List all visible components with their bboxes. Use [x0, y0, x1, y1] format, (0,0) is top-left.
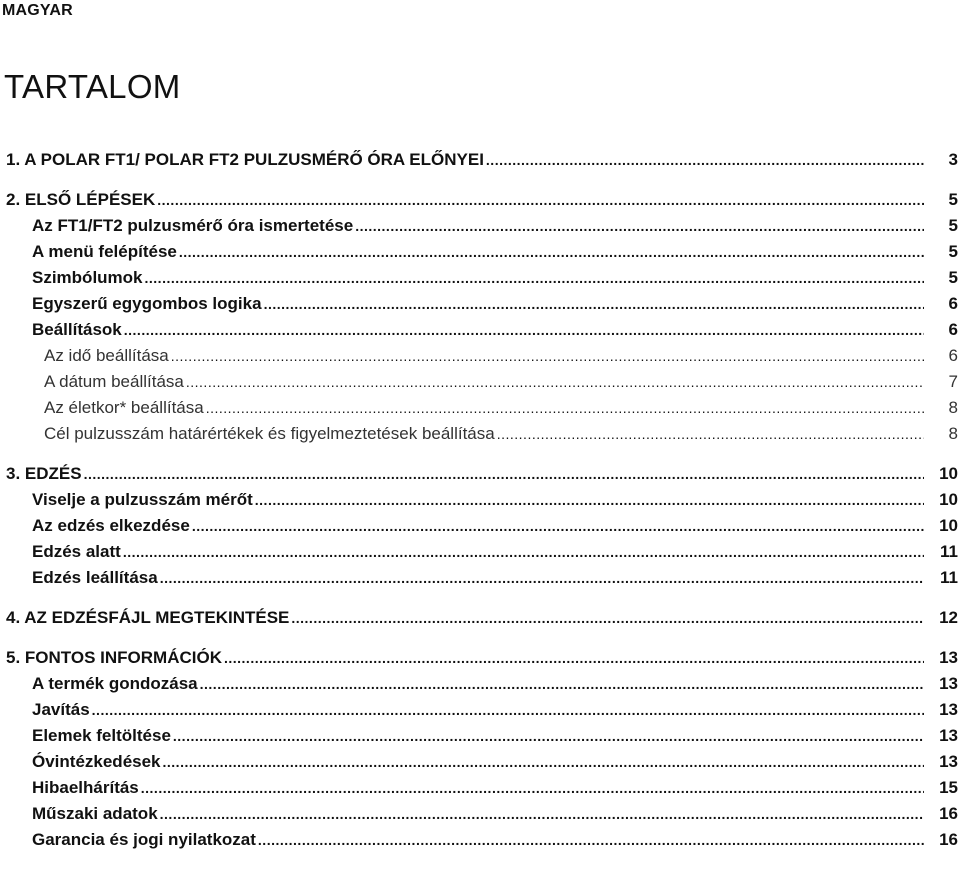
toc-leader-dots — [124, 322, 924, 338]
toc-leader-dots — [355, 218, 924, 234]
toc-leader-dots — [92, 702, 924, 718]
toc-entry-label: 4. AZ EDZÉSFÁJL MEGTEKINTÉSE — [6, 608, 290, 627]
toc-page-number: 3 — [948, 150, 958, 169]
toc-entry[interactable] — [0, 700, 960, 726]
toc-leader-dots — [160, 806, 924, 822]
toc-leader-dots — [186, 374, 924, 390]
toc-entry[interactable] — [0, 778, 960, 804]
toc-leader-dots — [179, 244, 924, 260]
toc-entry[interactable] — [0, 346, 960, 372]
table-of-contents — [0, 150, 960, 870]
toc-page-number: 10 — [939, 490, 958, 509]
toc-section — [0, 150, 960, 176]
toc-entry-label: Javítás — [32, 700, 90, 719]
toc-entry-label: Egyszerű egygombos logika — [32, 294, 262, 313]
toc-entry-label: Műszaki adatok — [32, 804, 158, 823]
toc-leader-dots — [173, 728, 924, 744]
toc-entry-label: 2. ELSŐ LÉPÉSEK — [6, 190, 156, 209]
toc-entry[interactable] — [0, 424, 960, 450]
toc-page-number: 12 — [939, 608, 958, 627]
toc-entry[interactable] — [0, 726, 960, 752]
toc-page-number: 5 — [948, 190, 958, 209]
toc-entry-label: A termék gondozása — [32, 674, 198, 693]
toc-chapter-entry[interactable] — [0, 648, 960, 674]
toc-section — [0, 648, 960, 856]
toc-entry-label: Elemek feltöltése — [32, 726, 171, 745]
toc-entry[interactable] — [0, 294, 960, 320]
toc-leader-dots — [264, 296, 924, 312]
toc-page-number: 6 — [948, 346, 958, 365]
toc-page-number: 13 — [939, 752, 958, 771]
toc-chapter-entry[interactable] — [0, 608, 960, 634]
toc-entry-label: 5. FONTOS INFORMÁCIÓK — [6, 648, 222, 667]
toc-page-number: 13 — [939, 648, 958, 667]
toc-page-number: 13 — [939, 726, 958, 745]
toc-entry-label: 3. EDZÉS — [6, 464, 82, 483]
toc-leader-dots — [497, 426, 924, 442]
toc-entry-label: Az FT1/FT2 pulzusmérő óra ismertetése — [32, 216, 354, 235]
toc-page-number: 6 — [948, 294, 958, 313]
toc-entry[interactable] — [0, 490, 960, 516]
toc-entry[interactable] — [0, 674, 960, 700]
toc-leader-dots — [163, 754, 924, 770]
toc-page-number: 13 — [939, 700, 958, 719]
toc-page-number: 5 — [948, 216, 958, 235]
toc-page-number: 10 — [939, 516, 958, 535]
toc-leader-dots — [157, 192, 924, 208]
toc-page-number: 5 — [948, 242, 958, 261]
toc-page-number: 6 — [948, 320, 958, 339]
toc-page-number: 8 — [948, 424, 958, 443]
toc-entry[interactable] — [0, 516, 960, 542]
toc-page-number: 7 — [948, 372, 958, 391]
toc-entry-label: Az idő beállítása — [44, 346, 169, 365]
toc-page-number: 11 — [940, 568, 958, 587]
toc-entry-label: Edzés leállítása — [32, 568, 158, 587]
toc-entry[interactable] — [0, 568, 960, 594]
toc-leader-dots — [486, 152, 924, 168]
toc-entry-label: Cél pulzusszám határértékek és figyelmeztetések beállítása — [44, 424, 495, 443]
toc-leader-dots — [141, 780, 924, 796]
toc-entry-label: Edzés alatt — [32, 542, 121, 561]
toc-entry-label: Óvintézkedések — [32, 752, 161, 771]
toc-page-number: 13 — [939, 674, 958, 693]
language-label: MAGYAR — [2, 2, 73, 19]
toc-entry[interactable] — [0, 372, 960, 398]
toc-leader-dots — [171, 348, 924, 364]
toc-leader-dots — [206, 400, 924, 416]
toc-entry-label: Garancia és jogi nyilatkozat — [32, 830, 256, 849]
toc-entry[interactable] — [0, 830, 960, 856]
toc-page-number: 15 — [939, 778, 958, 797]
toc-leader-dots — [255, 492, 924, 508]
toc-page-number: 10 — [939, 464, 958, 483]
toc-section — [0, 190, 960, 450]
toc-entry-label: Az edzés elkezdése — [32, 516, 190, 535]
toc-entry-label: A dátum beállítása — [44, 372, 184, 391]
toc-section — [0, 464, 960, 594]
toc-leader-dots — [200, 676, 924, 692]
toc-entry-label: Beállítások — [32, 320, 122, 339]
toc-entry[interactable] — [0, 242, 960, 268]
toc-leader-dots — [258, 832, 924, 848]
toc-leader-dots — [145, 270, 924, 286]
toc-entry[interactable] — [0, 398, 960, 424]
toc-entry[interactable] — [0, 268, 960, 294]
toc-page-number: 5 — [948, 268, 958, 287]
toc-section — [0, 608, 960, 634]
toc-leader-dots — [160, 570, 924, 586]
toc-entry[interactable] — [0, 542, 960, 568]
toc-leader-dots — [192, 518, 924, 534]
toc-chapter-entry[interactable] — [0, 150, 960, 176]
toc-page-number: 16 — [939, 830, 958, 849]
toc-leader-dots — [224, 650, 924, 666]
toc-entry-label: Viselje a pulzusszám mérőt — [32, 490, 253, 509]
toc-chapter-entry[interactable] — [0, 464, 960, 490]
page-title: TARTALOM — [4, 68, 181, 105]
toc-page-number: 16 — [939, 804, 958, 823]
toc-entry-label: 1. A POLAR FT1/ POLAR FT2 PULZUSMÉRŐ ÓRA ELŐNYEI — [6, 150, 484, 169]
toc-entry[interactable] — [0, 804, 960, 830]
toc-entry-label: Az életkor* beállítása — [44, 398, 204, 417]
toc-chapter-entry[interactable] — [0, 190, 960, 216]
toc-page-number: 8 — [948, 398, 958, 417]
toc-leader-dots — [291, 610, 924, 626]
toc-entry[interactable] — [0, 216, 960, 242]
toc-entry-label: Szimbólumok — [32, 268, 143, 287]
toc-entry-label: Hibaelhárítás — [32, 778, 139, 797]
toc-entry-label: A menü felépítése — [32, 242, 177, 261]
toc-leader-dots — [123, 544, 924, 560]
toc-page-number: 11 — [940, 542, 958, 561]
toc-entry[interactable] — [0, 752, 960, 778]
toc-entry[interactable] — [0, 320, 960, 346]
toc-leader-dots — [84, 466, 924, 482]
